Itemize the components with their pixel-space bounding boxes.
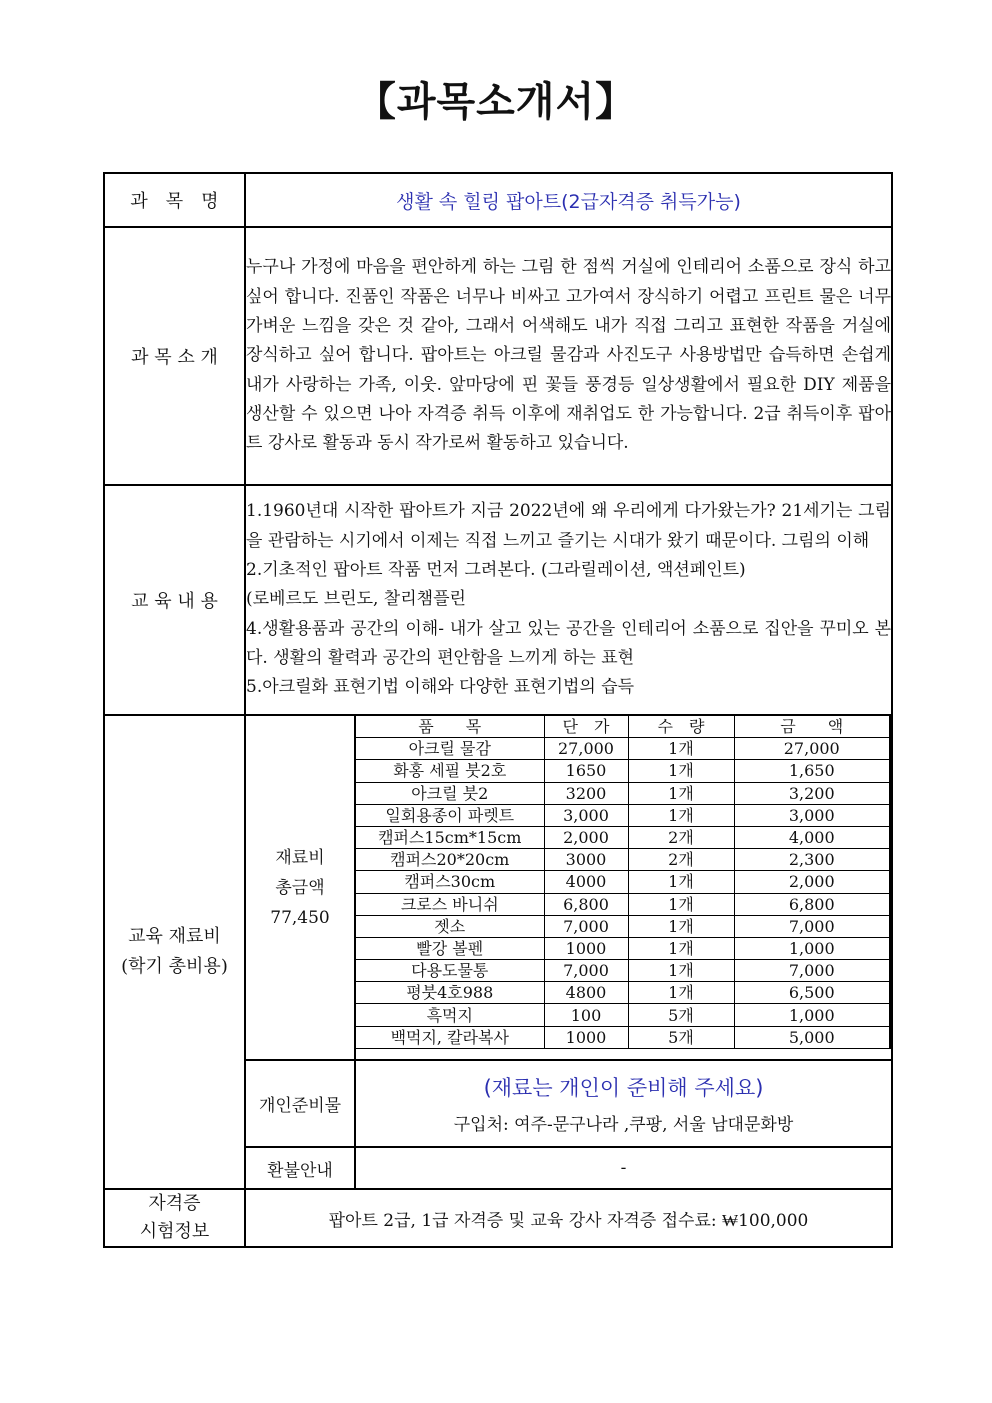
cert-label-line2: 시험정보 [139, 1221, 210, 1242]
items-header-qty: 수 량 [628, 716, 734, 738]
materials-total-line2: 총금액 [275, 877, 325, 898]
item-price: 27,000 [544, 738, 628, 760]
item-name: 크로스 바니쉬 [356, 893, 544, 915]
item-name: 일회용종이 파렛트 [356, 804, 544, 826]
materials-row [104, 715, 892, 1060]
table-row [356, 937, 890, 959]
item-amount: 5,000 [734, 1026, 890, 1048]
content-line-4: 4.생활용품과 공간의 이해- 내가 살고 있는 공간을 인테리어 소품으로 집안을 꾸미오 본다. 생활의 활력과 공간의 편안함을 느끼게 하는 표현 [246, 618, 891, 668]
items-header-amount: 금 액 [734, 716, 890, 738]
item-amount: 3,200 [734, 782, 890, 804]
item-price: 3,000 [544, 804, 628, 826]
content-text [245, 485, 892, 715]
item-name: 백먹지, 칼라복사 [356, 1026, 544, 1048]
materials-label [104, 715, 245, 1189]
item-qty: 5개 [628, 1026, 734, 1048]
item-amount: 1,000 [734, 1004, 890, 1026]
item-qty: 1개 [628, 937, 734, 959]
item-name: 빨강 볼펜 [356, 937, 544, 959]
cert-label [104, 1189, 245, 1247]
table-row [356, 915, 890, 937]
items-body [356, 738, 890, 1049]
item-qty: 1개 [628, 782, 734, 804]
materials-total-line1: 재료비 [275, 847, 325, 868]
intro-label: 과 목 소 개 [104, 227, 245, 485]
item-qty: 1개 [628, 760, 734, 782]
item-name: 다용도물통 [356, 960, 544, 982]
table-row [356, 871, 890, 893]
item-qty: 1개 [628, 893, 734, 915]
item-amount: 6,500 [734, 982, 890, 1004]
item-amount: 1,000 [734, 937, 890, 959]
materials-items-table [356, 716, 891, 1049]
cert-info: 팝아트 2급, 1급 자격증 및 교육 강사 자격증 접수료: ₩100,000 [245, 1189, 892, 1247]
item-amount: 7,000 [734, 960, 890, 982]
content-line-3: (로베르도 브린도, 찰리챔플린 [246, 589, 466, 610]
personal-prep-cell [355, 1060, 892, 1147]
item-amount: 27,000 [734, 738, 890, 760]
personal-prep-sub: 구입처: 여주-문구나라 ,쿠팡, 서울 남대문화방 [453, 1115, 794, 1135]
materials-label-line2: (학기 총비용) [121, 956, 228, 977]
item-amount: 3,000 [734, 804, 890, 826]
item-qty: 1개 [628, 738, 734, 760]
course-info-table [103, 172, 893, 1248]
item-name: 흑먹지 [356, 1004, 544, 1026]
materials-items-cell [355, 715, 892, 1060]
subject-name: 생활 속 힐링 팝아트(2급자격증 취득가능) [245, 173, 892, 227]
item-name: 아크릴 물감 [356, 738, 544, 760]
item-name: 캠퍼스20*20cm [356, 849, 544, 871]
refund-label: 환불안내 [245, 1147, 355, 1189]
item-qty: 1개 [628, 804, 734, 826]
personal-prep-label: 개인준비물 [245, 1060, 355, 1147]
item-price: 1650 [544, 760, 628, 782]
intro-row [104, 227, 892, 485]
table-row [356, 738, 890, 760]
materials-label-line1: 교육 재료비 [128, 926, 221, 947]
item-amount: 2,300 [734, 849, 890, 871]
table-row [356, 826, 890, 848]
materials-total-value: 77,450 [270, 907, 330, 928]
item-price: 4000 [544, 871, 628, 893]
content-line-1: 1.1960년대 시작한 팝아트가 지금 2022년에 왜 우리에게 다가왔는가? 21세기는 그림을 관람하는 시기에서 이제는 직접 느끼고 즐기는 시대가 왔기 때문이다. 그림의 이해 [246, 501, 891, 551]
intro-text: 누구나 가정에 마음을 편안하게 하는 그림 한 점씩 거실에 인테리어 소품으로 장식 하고 싶어 합니다. 진품인 작품은 너무나 비싸고 고가여서 장식하기 어렵고 프린트 물은 너무 가벼운 느낌을 갖은 것 같아, 그래서 어색해도 내가 직접 그리고 표현한 작품을 거실에 장식하고 싶어 합니다. 팝아트는 아크릴 물감과 사진도구 사용방법만 습득하면 손쉽게 내가 사랑하는 가족, 이웃. 앞마당에 핀 꽃들 풍경등 일상생활에서 필요한 DIY 제품을 생산할 수 있으면 나아 자격증 취득 이후에 재취업도 한 가능합니다. 2급 취득이후 팝아트 강사로 활동과 동시 작가로써 활동하고 있습니다. [245, 227, 892, 485]
item-price: 6,800 [544, 893, 628, 915]
cert-label-line1: 자격증 [148, 1193, 201, 1214]
item-price: 100 [544, 1004, 628, 1026]
item-price: 1000 [544, 937, 628, 959]
item-amount: 4,000 [734, 826, 890, 848]
item-price: 2,000 [544, 826, 628, 848]
table-row [356, 1004, 890, 1026]
item-price: 7,000 [544, 915, 628, 937]
subject-row [104, 173, 892, 227]
item-qty: 1개 [628, 915, 734, 937]
refund-value: - [355, 1147, 892, 1189]
table-row [356, 804, 890, 826]
item-price: 3000 [544, 849, 628, 871]
item-amount: 7,000 [734, 915, 890, 937]
table-row [356, 982, 890, 1004]
item-price: 4800 [544, 982, 628, 1004]
personal-prep-main: (재료는 개인이 준비해 주세요) [483, 1076, 764, 1100]
table-row [356, 849, 890, 871]
item-price: 1000 [544, 1026, 628, 1048]
materials-total [245, 715, 355, 1060]
content-line-5: 5.아크릴화 표현기법 이해와 다양한 표현기법의 습득 [246, 677, 635, 698]
table-row [356, 760, 890, 782]
items-header-row [356, 716, 890, 738]
content-line-2: 2.기초적인 팝아트 작품 먼저 그려본다. (그라릴레이션, 액션페인트) [246, 560, 746, 581]
item-amount: 1,650 [734, 760, 890, 782]
table-row [356, 782, 890, 804]
content-label: 교 육 내 용 [104, 485, 245, 715]
items-header-name: 품 목 [356, 716, 544, 738]
table-row [356, 1026, 890, 1048]
subject-label: 과 목 명 [104, 173, 245, 227]
item-name: 캠퍼스15cm*15cm [356, 826, 544, 848]
item-name: 아크릴 붓2 [356, 782, 544, 804]
item-amount: 2,000 [734, 871, 890, 893]
item-price: 7,000 [544, 960, 628, 982]
page-title: 【과목소개서】 [355, 78, 637, 125]
item-qty: 2개 [628, 849, 734, 871]
item-price: 3200 [544, 782, 628, 804]
content-row [104, 485, 892, 715]
item-qty: 1개 [628, 871, 734, 893]
cert-row [104, 1189, 892, 1247]
table-row [356, 893, 890, 915]
item-name: 캠퍼스30cm [356, 871, 544, 893]
item-qty: 1개 [628, 960, 734, 982]
item-name: 평붓4호988 [356, 982, 544, 1004]
item-name: 젯소 [356, 915, 544, 937]
item-qty: 1개 [628, 982, 734, 1004]
item-qty: 2개 [628, 826, 734, 848]
items-header-price: 단 가 [544, 716, 628, 738]
table-row [356, 960, 890, 982]
item-name: 화홍 세필 붓2호 [356, 760, 544, 782]
item-amount: 6,800 [734, 893, 890, 915]
item-qty: 5개 [628, 1004, 734, 1026]
